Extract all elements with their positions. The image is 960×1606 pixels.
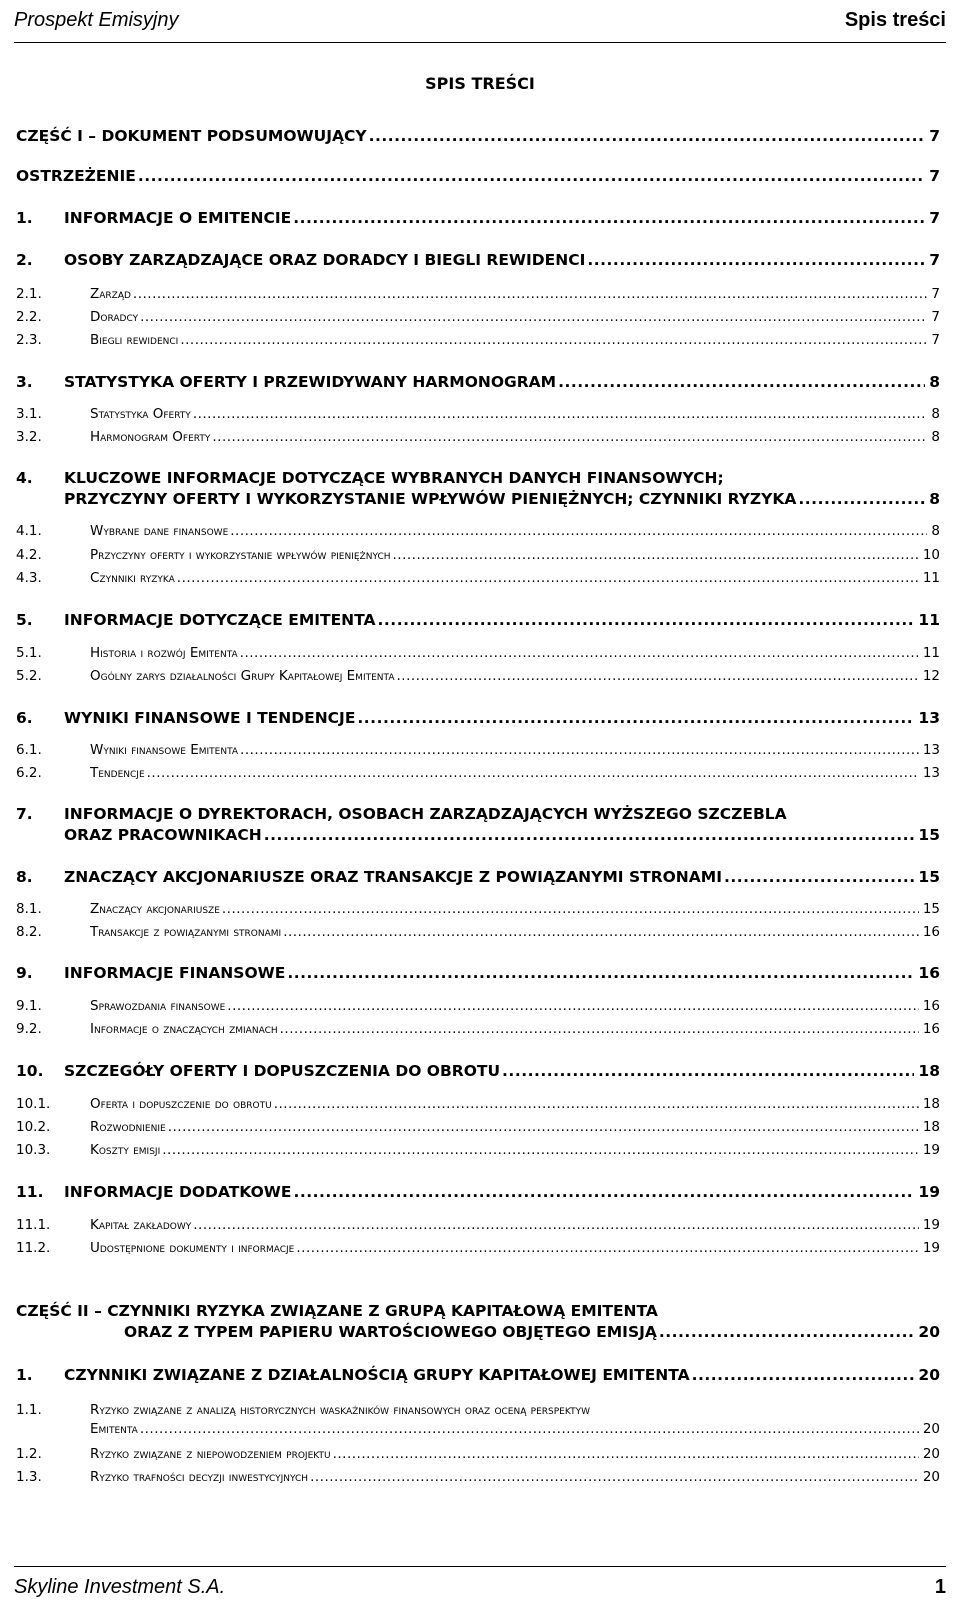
toc-line: [16, 742, 940, 758]
toc-line: [16, 1323, 940, 1341]
dot-leader: [724, 868, 914, 886]
toc-entry-page: 13: [922, 742, 940, 758]
dot-leader: [587, 251, 925, 269]
toc-entry-page: 7: [931, 286, 940, 302]
toc-entry-title: Ryzyko trafności decyzji inwestycyjnych: [90, 1469, 309, 1485]
toc-entry-title: CZĘŚĆ II – CZYNNIKI RYZYKA ZWIĄZANE Z GRUPĄ KAPITAŁOWĄ EMITENTA: [16, 1302, 658, 1320]
toc-entry-page: 11: [922, 570, 940, 586]
header-document-title: Prospekt Emisyjny: [14, 9, 179, 31]
dot-leader: [692, 1366, 915, 1384]
toc-entry-title: INFORMACJE FINANSOWE: [64, 964, 286, 982]
dot-leader: [133, 286, 927, 302]
dot-leader: [227, 998, 919, 1014]
toc-line: [16, 645, 940, 661]
toc-entry-title: Rozwodnienie: [90, 1119, 166, 1135]
toc-entry-p2-1-1[interactable]: [16, 1402, 940, 1437]
toc-entry-title: Informacje o znaczących zmianach: [90, 1021, 278, 1037]
toc-entry-page: 15: [918, 868, 940, 886]
dot-leader: [293, 209, 925, 227]
dot-leader: [222, 901, 919, 917]
toc-entry-title: KLUCZOWE INFORMACJE DOTYCZĄCE WYBRANYCH DANYCH FINANSOWYCH;: [64, 469, 724, 487]
toc-entry-number: 6.: [16, 709, 33, 727]
toc-entry-page: 18: [918, 1062, 940, 1080]
toc-line: [16, 1446, 940, 1462]
toc-line: [16, 1469, 940, 1485]
toc-entry-title: Znaczący akcjonariusze: [90, 901, 220, 917]
toc-entry-ostrzezenie[interactable]: [16, 167, 940, 185]
toc-entry-page: 16: [922, 998, 940, 1014]
toc-entry-number: 5.2.: [16, 668, 42, 684]
toc-entry-number: 4.: [16, 469, 33, 487]
toc-entry-number: 9.1.: [16, 998, 42, 1014]
toc-line: [16, 209, 940, 227]
toc-entry-page: 8: [929, 373, 940, 391]
toc-entry-5[interactable]: [16, 611, 940, 629]
toc-line: [16, 998, 940, 1014]
toc-entry-3-1[interactable]: [16, 406, 940, 422]
toc-line: [16, 1096, 940, 1112]
toc-entry-number: 1.2.: [16, 1446, 42, 1462]
toc-entry-page: 20: [918, 1323, 940, 1341]
toc-line: [16, 805, 940, 823]
toc-line: [16, 868, 940, 886]
toc-entry-page: 12: [922, 668, 940, 684]
toc-entry-number: 9.: [16, 964, 33, 982]
toc-entry-title: Czynniki ryzyka: [90, 570, 175, 586]
toc-entry-5-2[interactable]: [16, 668, 940, 684]
toc-entry-4-1[interactable]: [16, 523, 940, 539]
toc-line: [16, 1062, 940, 1080]
page-header: [14, 0, 946, 43]
toc-entry-page: 7: [929, 167, 940, 185]
toc-entry-number: 3.2.: [16, 429, 42, 445]
toc-line: [16, 964, 940, 982]
toc-entry-page: 18: [922, 1119, 940, 1135]
toc-entry-10[interactable]: [16, 1062, 940, 1080]
dot-leader: [274, 1096, 919, 1112]
dot-leader: [396, 668, 918, 684]
toc-entry-number: 3.1.: [16, 406, 42, 422]
toc-entry-number: 4.1.: [16, 523, 42, 539]
dot-leader: [162, 1142, 919, 1158]
toc-entry-page: 10: [922, 547, 940, 563]
toc-entry-8-2[interactable]: [16, 924, 940, 940]
toc-entry-title: WYNIKI FINANSOWE I TENDENCJE: [64, 709, 356, 727]
toc-entry-number: 10.: [16, 1062, 44, 1080]
toc-line: [16, 901, 940, 917]
dot-leader: [393, 547, 919, 563]
toc-line: [16, 1183, 940, 1201]
toc-entry-title: CZYNNIKI ZWIĄZANE Z DZIAŁALNOŚCIĄ GRUPY KAPITAŁOWEJ EMITENTA: [64, 1366, 690, 1384]
toc-line: [16, 1142, 940, 1158]
dot-leader: [264, 826, 915, 844]
toc-entry-title: INFORMACJE O EMITENCIE: [64, 209, 292, 227]
toc-line: [16, 1402, 940, 1418]
toc-entry-title: INFORMACJE DODATKOWE: [64, 1183, 292, 1201]
toc-entry-6-2[interactable]: [16, 765, 940, 781]
toc-entry-p2-1-2[interactable]: [16, 1446, 940, 1462]
toc-entry-page: 16: [922, 924, 940, 940]
toc-entry-2[interactable]: [16, 251, 940, 269]
toc-entry-page: 16: [918, 964, 940, 982]
toc-entry-number: 6.1.: [16, 742, 42, 758]
dot-leader: [280, 1021, 919, 1037]
header-section-title: Spis treści: [844, 9, 946, 31]
toc-entry-number: 1.: [16, 1366, 33, 1384]
toc-entry-4-3[interactable]: [16, 570, 940, 586]
toc-entry-number: 2.2.: [16, 309, 42, 325]
toc-entry-title: Historia i rozwój Emitenta: [90, 645, 238, 661]
toc-entry-title: Wyniki finansowe Emitenta: [90, 742, 239, 758]
toc-entry-page: 18: [922, 1096, 940, 1112]
toc-entry-6-1[interactable]: [16, 742, 940, 758]
dot-leader: [138, 167, 925, 185]
toc-entry-number: 1.1.: [16, 1402, 42, 1418]
toc-entry-number: 10.1.: [16, 1096, 51, 1112]
toc-line: [16, 1421, 940, 1437]
toc-line: [16, 1021, 940, 1037]
dot-leader: [659, 1323, 915, 1341]
dot-leader: [283, 924, 919, 940]
toc-line: [16, 490, 940, 508]
toc-line: [16, 373, 940, 391]
toc-line: [16, 547, 940, 563]
toc-entry-title: SZCZEGÓŁY OFERTY I DOPUSZCZENIA DO OBROTU: [64, 1062, 501, 1080]
toc-entry-page: 7: [931, 309, 940, 325]
footer-company-name: Skyline Investment S.A.: [14, 1576, 226, 1598]
toc-entry-title: OSOBY ZARZĄDZAJĄCE ORAZ DORADCY I BIEGLI REWIDENCI: [64, 251, 586, 269]
toc-entry-page: 7: [929, 209, 940, 227]
dot-leader: [230, 523, 927, 539]
toc-entry-title: Biegli rewidenci: [90, 332, 179, 348]
toc-entry-title: INFORMACJE DOTYCZĄCE EMITENTA: [64, 611, 376, 629]
toc-line: [16, 429, 940, 445]
toc-entry-title: Doradcy: [90, 309, 139, 325]
toc-line: [16, 523, 940, 539]
toc-line: [16, 127, 940, 145]
toc-entry-10-1[interactable]: [16, 1096, 940, 1112]
toc-entry-page: 11: [922, 645, 940, 661]
toc-entry-page: 7: [929, 127, 940, 145]
toc-entry-9-2[interactable]: [16, 1021, 940, 1037]
toc-entry-page: 8: [931, 406, 940, 422]
toc-line: [16, 924, 940, 940]
toc-entry-7[interactable]: [16, 805, 940, 844]
toc-entry-number: 10.3.: [16, 1142, 51, 1158]
dot-leader: [177, 570, 919, 586]
dot-leader: [333, 1446, 919, 1462]
toc-entry-part-1[interactable]: [16, 127, 940, 145]
toc-entry-number: 11.1.: [16, 1217, 51, 1233]
toc-entry-3[interactable]: [16, 373, 940, 391]
toc-entry-8[interactable]: [16, 868, 940, 886]
toc-entry-10-3[interactable]: [16, 1142, 940, 1158]
toc-entry-title: Harmonogram Oferty: [90, 429, 211, 445]
toc-entry-title: ZNACZĄCY AKCJONARIUSZE ORAZ TRANSAKCJE Z POWIĄZANYMI STRONAMI: [64, 868, 722, 886]
toc-line: [16, 406, 940, 422]
toc-entry-title: ORAZ Z TYPEM PAPIERU WARTOŚCIOWEGO OBJĘTEGO EMISJĄ: [124, 1323, 657, 1341]
toc-entry-5-1[interactable]: [16, 645, 940, 661]
toc-entry-6[interactable]: [16, 709, 940, 727]
toc-entry-page: 7: [931, 332, 940, 348]
toc-entry-number: 8.1.: [16, 901, 42, 917]
toc-line: [16, 251, 940, 269]
toc-entry-number: 4.3.: [16, 570, 42, 586]
dot-leader: [502, 1062, 914, 1080]
toc-entry-title: Koszty emisji: [90, 1142, 161, 1158]
toc-entry-1[interactable]: [16, 209, 940, 227]
toc-entry-page: 8: [931, 523, 940, 539]
toc-entry-title: Statystyka Oferty: [90, 406, 191, 422]
toc-entry-2-3[interactable]: [16, 332, 940, 348]
toc-entry-number: 5.: [16, 611, 33, 629]
toc-entry-title: ORAZ PRACOWNIKACH: [64, 826, 262, 844]
toc-line: [16, 765, 940, 781]
toc-line: [16, 1119, 940, 1135]
toc-entry-page: 13: [918, 709, 940, 727]
toc-entry-page: 20: [918, 1366, 940, 1384]
toc-entry-page: 20: [922, 1421, 940, 1437]
toc-entry-page: 15: [922, 901, 940, 917]
toc-entry-11-1[interactable]: [16, 1217, 940, 1233]
toc-entry-page: 16: [922, 1021, 940, 1037]
toc-entry-page: 19: [922, 1142, 940, 1158]
toc-entry-title: INFORMACJE O DYREKTORACH, OSOBACH ZARZĄDZAJĄCYCH WYŻSZEGO SZCZEBLA: [64, 805, 787, 823]
toc-entry-number: 4.2.: [16, 547, 42, 563]
dot-leader: [140, 309, 927, 325]
toc-entry-title: STATYSTYKA OFERTY I PRZEWIDYWANY HARMONOGRAM: [64, 373, 557, 391]
toc-line: [16, 668, 940, 684]
toc-line: [16, 1240, 940, 1256]
toc-entry-title: Tendencje: [90, 765, 145, 781]
dot-leader: [798, 490, 925, 508]
toc-entry-8-1[interactable]: [16, 901, 940, 917]
toc-entry-title: Transakcje z powiązanymi stronami: [90, 924, 282, 940]
toc-line: [16, 1366, 940, 1384]
dot-leader: [287, 964, 914, 982]
dot-leader: [293, 1183, 914, 1201]
toc-entry-title: Udostępnione dokumenty i informacje: [90, 1240, 295, 1256]
toc-entry-number: 2.3.: [16, 332, 42, 348]
toc-entry-page: 8: [931, 429, 940, 445]
toc-entry-number: 2.: [16, 251, 33, 269]
toc-entry-number: 5.1.: [16, 645, 42, 661]
toc-entry-10-2[interactable]: [16, 1119, 940, 1135]
toc-entry-page: 20: [922, 1446, 940, 1462]
page-title: SPIS TREŚCI: [425, 74, 535, 93]
toc-entry-page: 15: [918, 826, 940, 844]
dot-leader: [140, 1421, 919, 1437]
toc-entry-title: Sprawozdania finansowe: [90, 998, 226, 1014]
toc-entry-title: OSTRZEŻENIE: [16, 167, 136, 185]
toc-entry-page: 19: [922, 1240, 940, 1256]
dot-leader: [212, 429, 927, 445]
toc-entry-number: 3.: [16, 373, 33, 391]
toc-entry-number: 11.2.: [16, 1240, 51, 1256]
toc-entry-number: 1.: [16, 209, 33, 227]
toc-line: [16, 309, 940, 325]
toc-entry-3-2[interactable]: [16, 429, 940, 445]
toc-entry-page: 11: [918, 611, 940, 629]
toc-entry-title: Ryzyko związane z analizą historycznych waskaźników finansowych oraz oceną perspektyw: [90, 1402, 590, 1418]
dot-leader: [193, 1217, 919, 1233]
toc-entry-title: Zarząd: [90, 286, 131, 302]
toc-line: [16, 332, 940, 348]
toc-line: [16, 826, 940, 844]
toc-entry-number: 2.1.: [16, 286, 42, 302]
dot-leader: [240, 645, 919, 661]
toc-entry-number: 8.: [16, 868, 33, 886]
toc-entry-11[interactable]: [16, 1183, 940, 1201]
toc-entry-number: 1.3.: [16, 1469, 42, 1485]
toc-line: [16, 286, 940, 302]
toc-line: [16, 469, 940, 487]
toc-entry-p2-1[interactable]: [16, 1366, 940, 1384]
toc-line: [16, 611, 940, 629]
dot-leader: [357, 709, 914, 727]
dot-leader: [240, 742, 919, 758]
dot-leader: [180, 332, 927, 348]
toc-entry-title: CZĘŚĆ I – DOKUMENT PODSUMOWUJĄCY: [16, 127, 367, 145]
toc-entry-number: 9.2.: [16, 1021, 42, 1037]
toc-entry-title: PRZYCZYNY OFERTY I WYKORZYSTANIE WPŁYWÓW PIENIĘŻNYCH; CZYNNIKI RYZYKA: [64, 490, 797, 508]
dot-leader: [369, 127, 926, 145]
dot-leader: [378, 611, 915, 629]
toc-entry-title: Przyczyny oferty i wykorzystanie wpływów pieniężnych: [90, 547, 391, 563]
toc-line: [16, 1217, 940, 1233]
toc-line: [16, 167, 940, 185]
dot-leader: [147, 765, 919, 781]
toc-entry-title: Kapitał zakładowy: [90, 1217, 192, 1233]
footer-page-number: 1: [934, 1576, 946, 1598]
toc-entry-number: 10.2.: [16, 1119, 51, 1135]
dot-leader: [310, 1469, 919, 1485]
toc-entry-title: Wybrane dane finansowe: [90, 523, 229, 539]
toc-line: [16, 709, 940, 727]
toc-entry-number: 6.2.: [16, 765, 42, 781]
toc-entry-9-1[interactable]: [16, 998, 940, 1014]
toc-entry-part-2[interactable]: [16, 1302, 940, 1341]
toc-entry-2-1[interactable]: [16, 286, 940, 302]
toc-entry-9[interactable]: [16, 964, 940, 982]
toc-entry-page: 19: [918, 1183, 940, 1201]
toc-entry-page: 8: [929, 490, 940, 508]
dot-leader: [193, 406, 928, 422]
toc-entry-title: Oferta i dopuszczenie do obrotu: [90, 1096, 272, 1112]
toc-entry-page: 7: [929, 251, 940, 269]
page-footer: [14, 1566, 946, 1606]
toc-entry-2-2[interactable]: [16, 309, 940, 325]
toc-entry-number: 8.2.: [16, 924, 42, 940]
dot-leader: [168, 1119, 919, 1135]
toc-entry-title: Ryzyko związane z niepowodzeniem projektu: [90, 1446, 331, 1462]
toc-entry-page: 19: [922, 1217, 940, 1233]
toc-entry-page: 20: [922, 1469, 940, 1485]
toc-entry-page: 13: [922, 765, 940, 781]
toc-line: [16, 1302, 940, 1320]
dot-leader: [296, 1240, 918, 1256]
toc-entry-number: 11.: [16, 1183, 44, 1201]
toc-entry-number: 7.: [16, 805, 33, 823]
toc-line: [16, 570, 940, 586]
toc-entry-title: Emitenta: [90, 1421, 138, 1437]
toc-entry-title: Ogólny zarys działalności Grupy Kapitałowej Emitenta: [90, 668, 395, 684]
toc-entry-p2-1-3[interactable]: [16, 1469, 940, 1485]
dot-leader: [558, 373, 925, 391]
toc-entry-4-2[interactable]: [16, 547, 940, 563]
toc-entry-4[interactable]: [16, 469, 940, 508]
toc-entry-11-2[interactable]: [16, 1240, 940, 1256]
